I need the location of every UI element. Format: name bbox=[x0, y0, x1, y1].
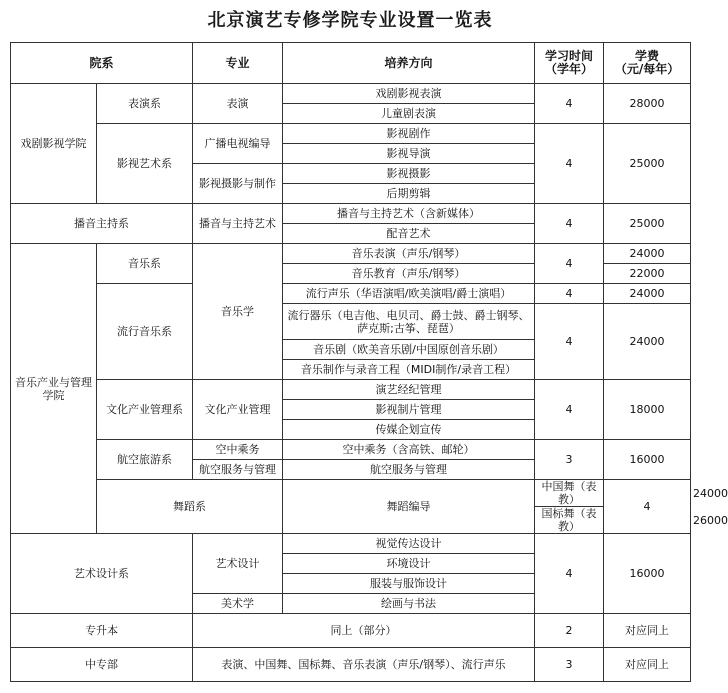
content-cell: 表演、中国舞、国标舞、音乐表演（声乐/钢琴）、流行声乐 bbox=[193, 648, 535, 682]
duration-cell: 4 bbox=[535, 204, 604, 244]
table-row bbox=[11, 84, 691, 104]
direction-cell: 影视制片管理 bbox=[283, 400, 535, 420]
header-major: 专业 bbox=[193, 43, 283, 84]
major-cell: 艺术设计 bbox=[193, 534, 283, 594]
fee-cell: 25000 bbox=[604, 124, 691, 204]
header-fee-line1: 学费 bbox=[635, 49, 660, 63]
table-row: 舞蹈系 舞蹈编导 中国舞（表教） 4 24000 bbox=[11, 480, 691, 507]
table-row bbox=[11, 534, 691, 554]
direction-cell: 播音与主持艺术（含新媒体） bbox=[283, 204, 535, 224]
header-fee-line2: （元/每年） bbox=[614, 62, 680, 76]
header-direction: 培养方向 bbox=[283, 43, 535, 84]
fee-cell: 28000 bbox=[604, 84, 691, 124]
direction-cell: 后期剪辑 bbox=[283, 184, 535, 204]
direction-cell: 音乐表演（声乐/钢琴） bbox=[283, 244, 535, 264]
fee-cell: 24000 bbox=[604, 304, 691, 380]
dept-cell: 表演系 bbox=[97, 84, 193, 124]
dept-cell: 文化产业管理系 bbox=[97, 380, 193, 440]
college-cell: 专升本 bbox=[11, 614, 193, 648]
college-cell: 艺术设计系 bbox=[11, 534, 193, 614]
table-row: 国标舞（表教） 26000 bbox=[11, 507, 691, 534]
header-college: 院系 bbox=[11, 43, 193, 84]
duration-cell: 4 bbox=[535, 380, 604, 440]
duration-cell: 4 bbox=[535, 84, 604, 124]
major-cell: 美术学 bbox=[193, 594, 283, 614]
direction-cell: 演艺经纪管理 bbox=[283, 380, 535, 400]
fee-cell: 对应同上 bbox=[604, 648, 691, 682]
duration-cell: 4 bbox=[535, 124, 604, 204]
direction-cell: 传媒企划宣传 bbox=[283, 420, 535, 440]
fee-cell: 25000 bbox=[604, 204, 691, 244]
direction-cell: 配音艺术 bbox=[283, 224, 535, 244]
major-cell: 影视摄影与制作 bbox=[193, 164, 283, 204]
dept-cell: 航空旅游系 bbox=[97, 440, 193, 480]
major-cell: 表演 bbox=[193, 84, 283, 124]
direction-cell: 影视剧作 bbox=[283, 124, 535, 144]
direction-cell: 影视导演 bbox=[283, 144, 535, 164]
college-cell: 戏剧影视学院 bbox=[11, 84, 97, 204]
direction-cell: 航空服务与管理 bbox=[283, 460, 535, 480]
duration-cell: 4 bbox=[535, 304, 604, 380]
direction-cell: 服装与服饰设计 bbox=[283, 574, 535, 594]
header-duration-line2: （学年） bbox=[545, 62, 594, 76]
majors-table bbox=[10, 42, 728, 682]
table-row bbox=[11, 614, 691, 648]
header-fee bbox=[604, 43, 691, 84]
table-row bbox=[11, 648, 691, 682]
major-cell: 空中乘务 bbox=[193, 440, 283, 460]
direction-cell: 戏剧影视表演 bbox=[283, 84, 535, 104]
table-row bbox=[11, 380, 691, 400]
direction-cell: 环境设计 bbox=[283, 554, 535, 574]
duration-cell: 4 bbox=[604, 480, 691, 534]
direction-cell: 空中乘务（含高铁、邮轮） bbox=[283, 440, 535, 460]
college-cell: 播音主持系 bbox=[11, 204, 193, 244]
header-duration bbox=[535, 43, 604, 84]
direction-cell: 影视摄影 bbox=[283, 164, 535, 184]
fee-cell: 16000 bbox=[604, 440, 691, 480]
college-cell: 音乐产业与管理学院 bbox=[11, 244, 97, 534]
major-cell: 航空服务与管理 bbox=[193, 460, 283, 480]
direction-cell: 国标舞（表教） bbox=[535, 507, 604, 534]
fee-cell: 16000 bbox=[604, 534, 691, 614]
table-row bbox=[11, 204, 691, 224]
major-cell: 广播电视编导 bbox=[193, 124, 283, 164]
page-title: 北京演艺专修学院专业设置一览表 bbox=[207, 10, 493, 31]
fee-cell: 24000 bbox=[604, 244, 691, 264]
direction-cell: 中国舞（表教） bbox=[535, 480, 604, 507]
direction-cell: 流行器乐（电吉他、电贝司、爵士鼓、爵士钢琴、萨克斯;古筝、琵琶） bbox=[283, 304, 535, 340]
content-cell: 同上（部分） bbox=[193, 614, 535, 648]
duration-cell: 3 bbox=[535, 440, 604, 480]
major-cell: 音乐学 bbox=[193, 244, 283, 380]
direction-cell: 绘画与书法 bbox=[283, 594, 535, 614]
major-cell: 播音与主持艺术 bbox=[193, 204, 283, 244]
table-row bbox=[11, 284, 691, 304]
duration-cell: 3 bbox=[535, 648, 604, 682]
duration-cell: 4 bbox=[535, 284, 604, 304]
duration-cell: 2 bbox=[535, 614, 604, 648]
fee-cell: 24000 bbox=[604, 284, 691, 304]
fee-cell: 18000 bbox=[604, 380, 691, 440]
table-row bbox=[11, 124, 691, 144]
direction-cell: 流行声乐（华语演唱/欧美演唱/爵士演唱） bbox=[283, 284, 535, 304]
direction-cell: 儿童剧表演 bbox=[283, 104, 535, 124]
duration-cell: 4 bbox=[535, 244, 604, 284]
fee-cell: 22000 bbox=[604, 264, 691, 284]
dept-cell: 流行音乐系 bbox=[97, 284, 193, 380]
direction-cell: 音乐剧（欧美音乐剧/中国原创音乐剧） bbox=[283, 340, 535, 360]
major-cell: 文化产业管理 bbox=[193, 380, 283, 440]
direction-cell: 视觉传达设计 bbox=[283, 534, 535, 554]
direction-cell: 音乐制作与录音工程（MIDI制作/录音工程） bbox=[283, 360, 535, 380]
fee-cell: 对应同上 bbox=[604, 614, 691, 648]
table-row bbox=[11, 440, 691, 460]
direction-cell: 音乐教育（声乐/钢琴） bbox=[283, 264, 535, 284]
table-row bbox=[11, 244, 691, 264]
header-row bbox=[11, 43, 691, 84]
college-cell: 舞蹈系 bbox=[97, 480, 283, 534]
college-cell: 中专部 bbox=[11, 648, 193, 682]
header-duration-line1: 学习时间 bbox=[545, 49, 594, 63]
dept-cell: 影视艺术系 bbox=[97, 124, 193, 204]
dept-cell: 音乐系 bbox=[97, 244, 193, 284]
major-cell: 舞蹈编导 bbox=[283, 480, 535, 534]
duration-cell: 4 bbox=[535, 534, 604, 614]
